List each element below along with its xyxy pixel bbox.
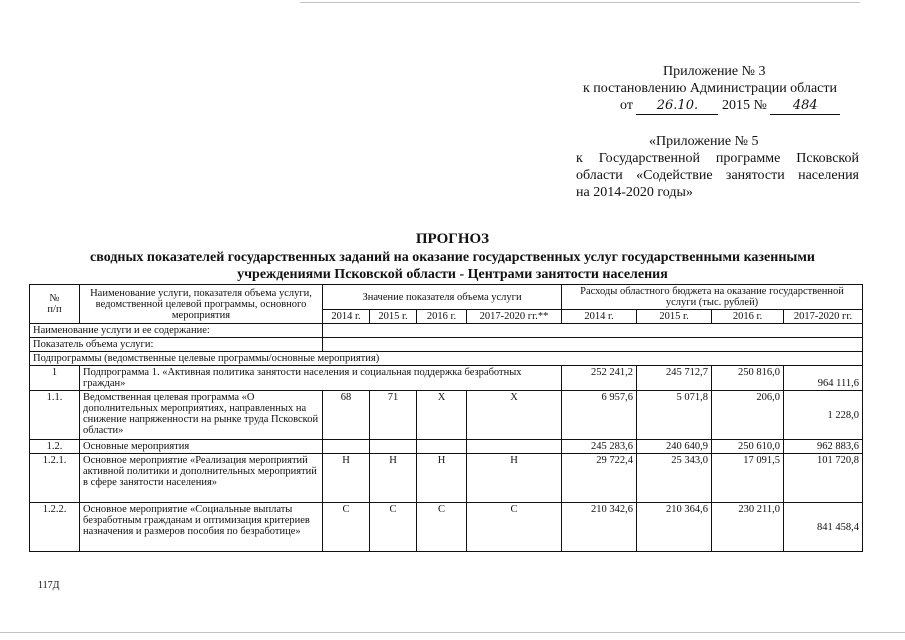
appendix-title: Приложение № 3: [663, 64, 766, 79]
volume-cell: [370, 440, 417, 454]
expense-cell: 240 640,9: [637, 440, 712, 454]
volume-cell: Н: [370, 454, 417, 503]
expense-cell: 25 343,0: [637, 454, 712, 503]
expense-cell: 5 071,8: [637, 391, 712, 440]
expense-cell: 206,0: [712, 391, 784, 440]
decree-line: к постановлению Администрации области: [583, 81, 837, 96]
table-row: [30, 391, 863, 440]
year-header: 2016 г.: [417, 310, 467, 324]
row-name: Подпрограмма 1. «Активная политика занятости населения и социальная поддержка безработных граждан»: [80, 366, 562, 391]
expense-cell: 250 816,0: [712, 366, 784, 391]
program-appendix: «Приложение № 5: [649, 134, 759, 149]
volume-cell: С: [323, 503, 370, 552]
indicator-label: Показатель объема услуги:: [30, 338, 323, 352]
volume-cell: С: [370, 503, 417, 552]
table-row: [30, 503, 863, 552]
subprograms-label: Подпрограммы (ведомственные целевые программы/основные мероприятия): [30, 352, 863, 366]
expense-cell: 1 228,0: [784, 391, 863, 440]
year-header: 2014 г.: [562, 310, 637, 324]
year-header: 2016 г.: [712, 310, 784, 324]
row-num: 1.1.: [30, 391, 80, 440]
volume-cell: [323, 440, 370, 454]
page-code: 117Д: [38, 580, 60, 591]
volume-cell: Н: [417, 454, 467, 503]
year-header: 2015 г.: [370, 310, 417, 324]
year-header: 2015 г.: [637, 310, 712, 324]
volume-cell: Н: [467, 454, 562, 503]
table-header-row: [30, 285, 863, 310]
document-title: ПРОГНОЗ: [415, 231, 490, 247]
table-row: [30, 366, 863, 391]
volume-cell: 68: [323, 391, 370, 440]
expense-cell: 6 957,6: [562, 391, 637, 440]
expense-cell: 29 722,4: [562, 454, 637, 503]
expense-cell: 964 111,6: [784, 366, 863, 391]
table-row: [30, 454, 863, 503]
scan-artifact-top: [300, 2, 860, 3]
row-name: Ведомственная целевая программа «О дополнительных мероприятиях, направленных на снижение напряженности на рынке труда Псковской области»: [80, 391, 323, 440]
volume-cell: 71: [370, 391, 417, 440]
expense-cell: 841 458,4: [784, 503, 863, 552]
col-expense-header: Расходы областного бюджета на оказание государственной услуги (тыс. рублей): [562, 285, 863, 310]
expense-cell: 962 883,6: [784, 440, 863, 454]
expense-cell: 210 364,6: [637, 503, 712, 552]
subprograms-row: [30, 352, 863, 366]
expense-cell: 230 211,0: [712, 503, 784, 552]
row-name: Основное мероприятие «Реализация мероприятий активной политики и дополнительных мероприятий в сфере занятости населения»: [80, 454, 323, 503]
forecast-table: [29, 284, 863, 552]
expense-cell: 245 712,7: [637, 366, 712, 391]
row-name: Основное мероприятие «Социальные выплаты безработным гражданам и оптимизация критериев назначения и размеров пособия по безработице»: [80, 503, 323, 552]
volume-cell: Х: [467, 391, 562, 440]
program-line-1: к Государственной программе Псковской: [576, 151, 859, 166]
col-volume-header: Значение показателя объема услуги: [323, 285, 562, 310]
expense-cell: 210 342,6: [562, 503, 637, 552]
volume-cell: [467, 440, 562, 454]
from-label: от: [620, 98, 633, 113]
year-label: 2015 №: [721, 98, 767, 113]
table-row: [30, 440, 863, 454]
expense-cell: 252 241,2: [562, 366, 637, 391]
indicator-row: [30, 338, 863, 352]
row-num: 1.2.: [30, 440, 80, 454]
expense-cell: 250 610,0: [712, 440, 784, 454]
expense-cell: 17 091,5: [712, 454, 784, 503]
volume-cell: С: [417, 503, 467, 552]
expense-cell: 101 720,8: [784, 454, 863, 503]
indicator-value: [323, 338, 863, 352]
program-line-2: области «Содействие занятости населения: [576, 168, 859, 183]
volume-cell: [417, 440, 467, 454]
handwritten-number: 484: [770, 97, 840, 115]
document-subtitle-2: учреждениями Псковской области - Центрами занятости населения: [237, 267, 668, 282]
row-num: 1.2.2.: [30, 503, 80, 552]
handwritten-date: 26.10.: [636, 97, 718, 115]
decree-date-line: [583, 97, 883, 115]
volume-cell: С: [467, 503, 562, 552]
col-name-header: Наименование услуги, показателя объема услуги, ведомственной целевой программы, основного мероприятия: [80, 285, 323, 324]
volume-cell: Н: [323, 454, 370, 503]
year-header: 2014 г.: [323, 310, 370, 324]
scan-artifact-bottom: [0, 632, 905, 633]
row-num: 1.2.1.: [30, 454, 80, 503]
program-reference: [576, 133, 859, 201]
year-header: 2017-2020 гг.: [784, 310, 863, 324]
service-name-row: [30, 324, 863, 338]
service-name-label: Наименование услуги и ее содержание:: [30, 324, 323, 338]
year-header: 2017-2020 гг.**: [467, 310, 562, 324]
volume-cell: Х: [417, 391, 467, 440]
row-name: Основные мероприятия: [80, 440, 323, 454]
document-subtitle-1: сводных показателей государственных заданий на оказание государственных услуг государственными казенными: [90, 250, 815, 265]
col-num-header: № п/п: [30, 285, 80, 324]
program-line-3: на 2014-2020 годы»: [576, 185, 693, 200]
row-num: 1: [30, 366, 80, 391]
expense-cell: 245 283,6: [562, 440, 637, 454]
appendix-header: [583, 63, 883, 115]
service-name-value: [323, 324, 863, 338]
